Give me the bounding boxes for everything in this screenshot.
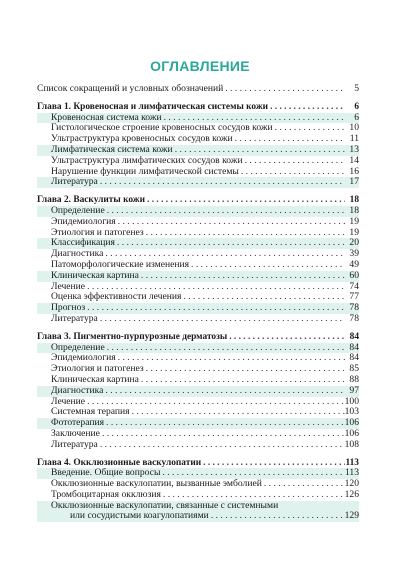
toc-item-label: Нарушение функции лимфатической системы <box>51 165 239 177</box>
dot-leader <box>116 353 345 364</box>
toc-page-number: 106 <box>344 417 359 429</box>
toc-entry-abbreviations[interactable] <box>37 84 359 95</box>
toc-page-number: 126 <box>344 488 359 500</box>
dot-leader <box>273 123 345 134</box>
toc-page-number: 85 <box>349 363 359 375</box>
dot-leader <box>105 343 345 354</box>
toc-page-number: 84 <box>349 352 359 364</box>
toc-entry-label: Список сокращений и условных обозначений <box>37 83 224 94</box>
toc-item-label: Клиническая картина <box>51 373 139 385</box>
toc-page-number: 78 <box>349 302 359 314</box>
toc-page-number: 106 <box>344 427 359 439</box>
dot-leader <box>227 332 345 343</box>
dot-leader <box>181 292 345 303</box>
toc-item-label: Лечение <box>51 395 86 407</box>
toc-page-number: 6 <box>354 111 359 123</box>
dot-leader <box>130 407 345 418</box>
dot-leader <box>145 195 345 206</box>
dot-leader <box>104 418 345 429</box>
toc-page-number: 6 <box>354 101 359 112</box>
toc-item-label: Введение. Общие вопросы <box>51 467 161 479</box>
toc-item-label: Эпидемиология <box>51 352 116 364</box>
toc-page-number: 5 <box>354 83 359 94</box>
toc-page-number: 14 <box>349 154 359 166</box>
dot-leader <box>98 440 345 451</box>
chapter-title: Глава 1. Кровеносная и лимфатическая системы кожи <box>37 101 269 112</box>
toc-item-wrapped[interactable] <box>37 501 359 523</box>
toc-chapter-1[interactable] <box>37 102 359 113</box>
toc-item-label: Лечение <box>51 280 86 292</box>
page-title: ОГЛАВЛЕНИЕ <box>150 58 250 74</box>
toc-item-label: Диагностика <box>51 384 104 396</box>
toc-item-label: Патоморфологические изменения <box>51 258 190 270</box>
toc-item-label: Кровеносная система кожи <box>51 111 162 123</box>
toc-page-number: 49 <box>349 258 359 270</box>
dot-leader <box>105 206 345 217</box>
toc-page-number: 97 <box>349 384 359 396</box>
toc-page-number: 113 <box>345 457 359 468</box>
toc-page-number: 100 <box>344 395 359 407</box>
toc-page-number: 113 <box>344 467 359 479</box>
toc-page-number: 88 <box>349 373 359 385</box>
dot-leader <box>243 156 345 167</box>
dot-leader <box>144 228 345 239</box>
dot-leader <box>103 386 345 397</box>
toc-page-number: 18 <box>349 204 359 216</box>
dot-leader <box>223 84 345 95</box>
toc-item-label: Литература <box>51 176 98 188</box>
toc-item[interactable] <box>37 217 359 228</box>
toc-page-number: 20 <box>349 237 359 249</box>
dot-leader <box>115 238 345 249</box>
dot-leader <box>98 177 345 188</box>
toc-item-label: Этиология и патогенез <box>51 363 144 375</box>
dot-leader <box>239 167 345 178</box>
toc-page-number: 18 <box>349 195 359 206</box>
toc-item-label: Этиология и патогенез <box>51 226 144 238</box>
toc-item-label-line2: или сосудистыми коагулопатиями <box>70 510 209 522</box>
toc-page-number: 60 <box>349 269 359 281</box>
toc-page-number: 39 <box>349 248 359 260</box>
toc-page-number: 108 <box>344 438 359 450</box>
dot-leader <box>268 102 345 113</box>
toc-item-label: Гистологическое строение кровеносных сосудов кожи <box>51 122 273 134</box>
toc-page-number: 120 <box>344 478 359 490</box>
toc-item-label-line1: Окклюзионные васкулопатии, связанные с системными <box>51 499 279 511</box>
toc-item[interactable] <box>37 292 359 303</box>
toc-item[interactable] <box>37 386 359 397</box>
toc-item-label: Литература <box>51 438 98 450</box>
toc-page-number: 19 <box>349 226 359 238</box>
dot-leader <box>116 217 345 228</box>
toc-page-number: 78 <box>349 312 359 324</box>
toc-item[interactable] <box>37 177 359 188</box>
toc-item-label: Тромбоцитарная окклюзия <box>51 488 161 500</box>
dot-leader <box>139 271 345 282</box>
toc-item-label: Эпидемиология <box>51 215 116 227</box>
chapter-title: Глава 3. Пигментно-пурпурозные дерматозы <box>37 331 228 342</box>
toc-page-number: 10 <box>349 122 359 134</box>
dot-leader <box>189 260 345 271</box>
dot-leader <box>85 303 345 314</box>
toc-page-number: 13 <box>349 143 359 155</box>
toc-item-label: Ультраструктура лимфатических сосудов кожи <box>51 154 243 166</box>
toc-item[interactable] <box>37 314 359 325</box>
dot-leader <box>139 375 345 386</box>
toc-item-label: Определение <box>51 204 105 216</box>
toc-item-label: Определение <box>51 341 105 353</box>
toc-item-label: Ультраструктура кровеносных сосудов кожи <box>51 133 233 145</box>
dot-leader <box>201 458 345 469</box>
toc-item[interactable] <box>37 271 359 282</box>
toc-item[interactable] <box>37 440 359 451</box>
toc-page-number: 19 <box>349 215 359 227</box>
toc-page-number: 77 <box>349 291 359 303</box>
toc-item-label: Системная терапия <box>51 406 130 418</box>
toc-item[interactable] <box>37 156 359 167</box>
toc-item-label: Оценка эффективности лечения <box>51 291 182 303</box>
dot-leader <box>262 479 345 490</box>
chapter-title: Глава 4. Окклюзионные васкулопатии <box>37 457 202 468</box>
toc-page-number: 103 <box>344 406 359 418</box>
dot-leader <box>144 364 345 375</box>
toc-chapter-3[interactable] <box>37 332 359 343</box>
toc-item-label: Литература <box>51 312 98 324</box>
toc-page-number: 74 <box>349 280 359 292</box>
dot-leader <box>209 511 345 522</box>
toc-page-number: 16 <box>349 165 359 177</box>
dot-leader <box>98 314 345 325</box>
toc-page-number: 84 <box>349 341 359 353</box>
toc-item-label: Окклюзионные васкулопатии, вызванные эмболией <box>51 478 262 490</box>
table-of-contents <box>37 84 359 522</box>
dot-leader <box>100 429 345 440</box>
toc-item-label: Фототерапия <box>51 417 105 429</box>
toc-item-label: Клиническая картина <box>51 269 139 281</box>
toc-page-number: 84 <box>349 331 359 342</box>
toc-item-label: Заключение <box>51 427 100 439</box>
dot-leader <box>233 134 345 145</box>
toc-page-number: 129 <box>344 510 359 522</box>
chapter-title: Глава 2. Васкулиты кожи <box>37 195 146 206</box>
toc-item-label: Диагностика <box>51 248 104 260</box>
toc-item-label: Классификация <box>51 237 115 249</box>
toc-page-number: 17 <box>349 176 359 188</box>
toc-page-number: 11 <box>349 133 359 145</box>
toc-item-label: Лимфатическая система кожи <box>51 143 173 155</box>
toc-item-label: Прогноз <box>51 302 86 314</box>
